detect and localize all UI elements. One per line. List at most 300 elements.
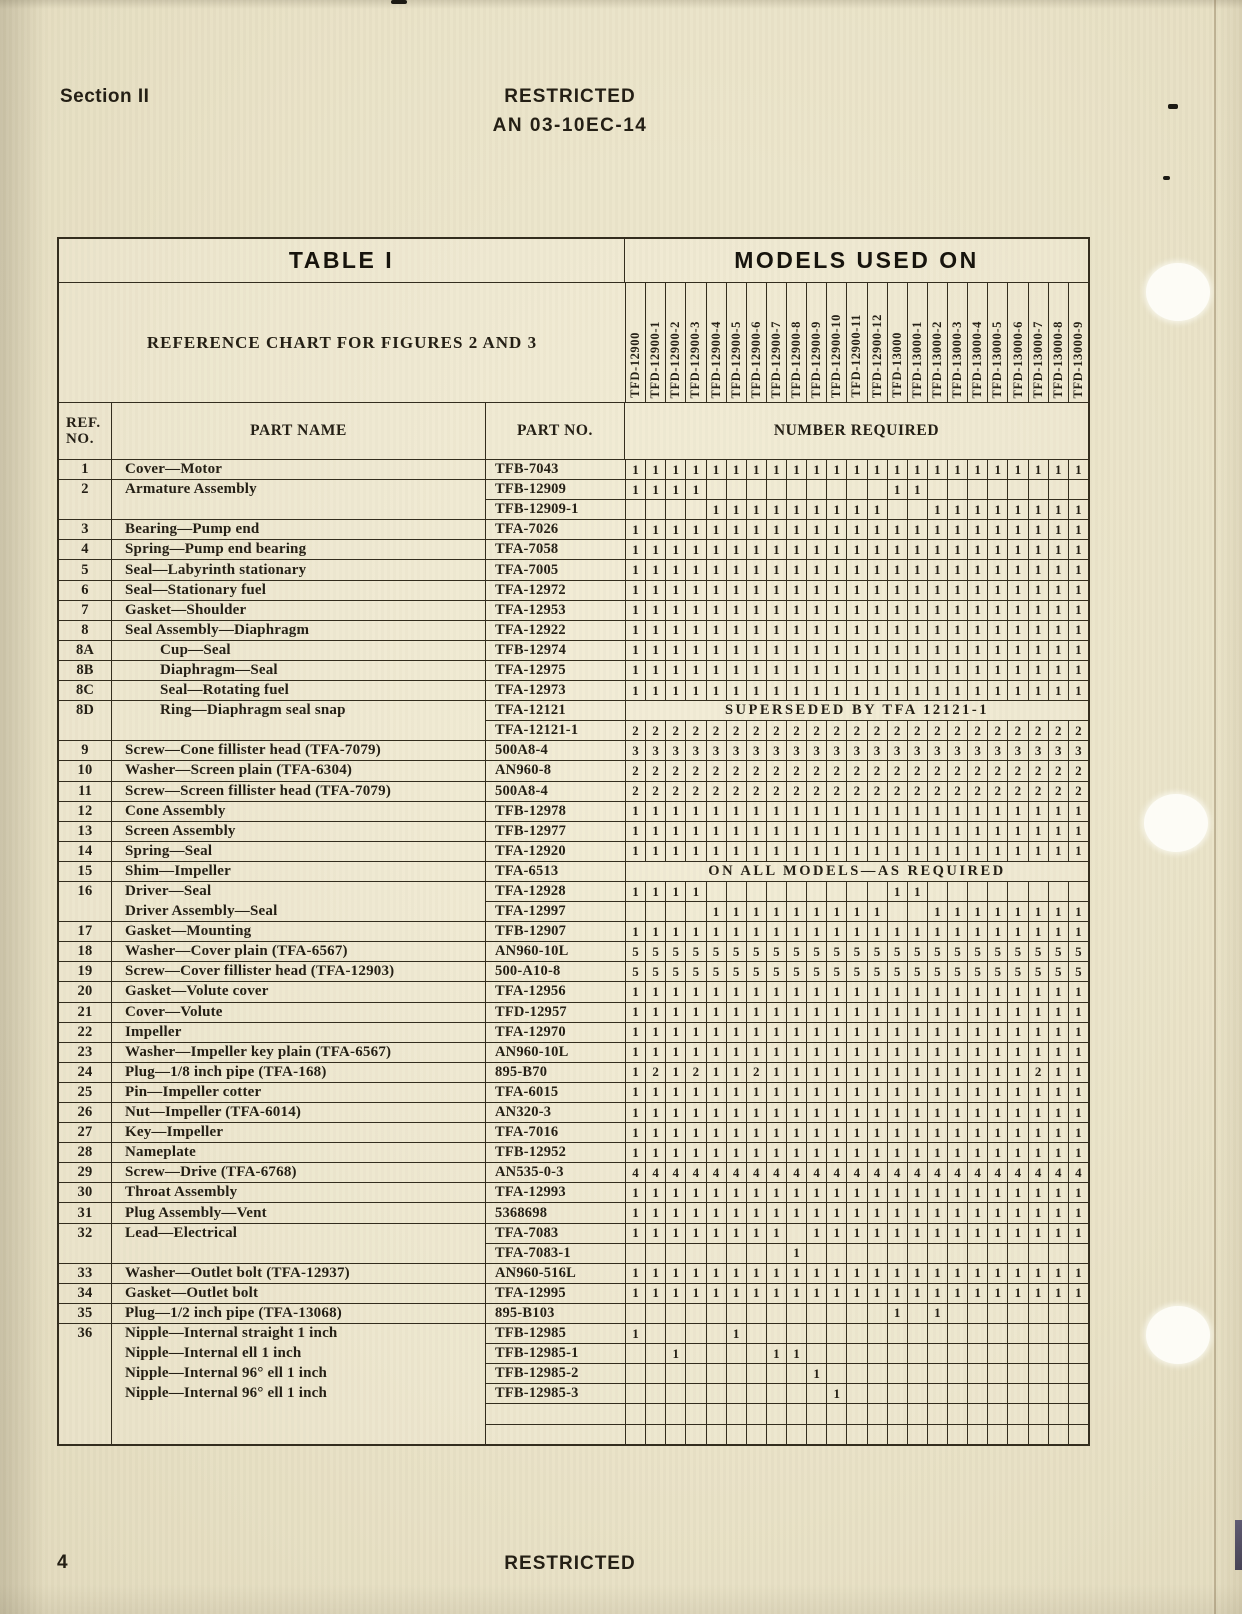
qty-cell [766,1403,786,1423]
qty-cell: 1 [1007,499,1027,519]
qty-cell: 1 [826,620,846,640]
qty-cell: 1 [746,1263,766,1283]
qty-cell: 1 [806,660,826,680]
qty-cell: 1 [786,1343,806,1363]
qty-cell: 1 [927,1263,947,1283]
part-no-cell: TFA-7058 [486,539,625,559]
qty-cell: 5 [786,961,806,981]
qty-cell: 1 [887,1062,907,1082]
qty-cell: 3 [806,740,826,760]
qty-cell [1007,1343,1027,1363]
qty-cell: 2 [786,720,806,740]
qty-cell [867,1323,887,1343]
qty-cell: 3 [726,740,746,760]
qty-cell: 1 [766,519,786,539]
qty-cell: 1 [826,1082,846,1102]
qty-cell: 1 [1028,841,1048,861]
part-no-cell: AN535-0-3 [486,1162,625,1182]
qty-cell: 4 [947,1162,967,1182]
qty-cell: 1 [1028,499,1048,519]
qty-cell [1028,1424,1048,1444]
qty-cell [706,479,726,499]
qty-cell: 3 [625,740,645,760]
qty-cell: 1 [706,901,726,921]
ref-cell: 27 [59,1122,112,1142]
qty-cell: 1 [1007,1182,1027,1202]
qty-cell: 1 [987,981,1007,1001]
qty-cell: 1 [726,660,746,680]
qty-cell [766,1243,786,1263]
part-name-cell [112,1243,486,1263]
qty-cell [846,1424,866,1444]
qty-cell: 3 [1028,740,1048,760]
qty-cell [967,1343,987,1363]
qty-cell [806,1343,826,1363]
qty-cell: 2 [987,781,1007,801]
part-no-cell: TFA-12922 [486,620,625,640]
qty-cell: 1 [887,1283,907,1303]
qty-cell: 1 [746,1223,766,1243]
qty-cell [746,479,766,499]
qty-cell: 1 [665,1062,685,1082]
qty-cell [726,1343,746,1363]
qty-cell: 1 [806,1042,826,1062]
qty-cell [846,881,866,901]
qty-cell: 1 [786,1042,806,1062]
qty-cell [766,881,786,901]
qty-cell: 1 [625,1042,645,1062]
qty-cell: 1 [867,1082,887,1102]
qty-cell: 5 [1068,961,1088,981]
ref-cell: 19 [59,961,112,981]
qty-cell: 1 [947,801,967,821]
model-column-header [1048,283,1068,402]
part-no-cell: TFA-7005 [486,559,625,579]
qty-cell: 1 [746,921,766,941]
qty-cell: 5 [1028,961,1048,981]
qty-cell [726,1363,746,1383]
qty-cell: 5 [806,961,826,981]
qty-cell: 1 [1007,821,1027,841]
qty-cell: 1 [665,580,685,600]
qty-cell: 5 [887,941,907,961]
qty-cell: 1 [1028,559,1048,579]
qty-cell: 1 [746,1102,766,1122]
part-no-cell: TFB-12952 [486,1142,625,1162]
qty-cell: 2 [625,781,645,801]
qty-cell: 1 [1068,1223,1088,1243]
qty-cell: 1 [645,1122,665,1142]
qty-cell: 4 [766,1162,786,1182]
qty-cell: 1 [967,821,987,841]
qty-cell: 1 [665,1082,685,1102]
part-no-cell: AN960-516L [486,1263,625,1283]
qty-cell: 4 [726,1162,746,1182]
qty-cell: 2 [1068,781,1088,801]
qty-cell [987,1343,1007,1363]
qty-cell: 1 [806,1022,826,1042]
qty-cell [967,1383,987,1403]
qty-cell: 1 [927,559,947,579]
part-name-cell: Spring—Pump end bearing [112,539,486,559]
qty-cell: 1 [947,600,967,620]
qty-cell: 1 [1048,821,1068,841]
ref-cell: 3 [59,519,112,539]
qty-cell [846,1243,866,1263]
model-label: TFD-12900-6 [748,320,763,398]
qty-cell: 1 [867,1182,887,1202]
qty-cell: 1 [947,1202,967,1222]
qty-cell [887,1323,907,1343]
part-name-cell: Driver—Seal [112,881,486,901]
qty-cell: 1 [927,901,947,921]
qty-cell: 1 [806,981,826,1001]
qty-cell [846,1383,866,1403]
qty-cell [867,1403,887,1423]
qty-cell: 1 [967,1082,987,1102]
qty-cell [786,1303,806,1323]
qty-cell: 2 [1007,760,1027,780]
qty-cell [766,1363,786,1383]
qty-cell: 2 [685,781,705,801]
qty-cell: 1 [1068,1102,1088,1122]
model-column-header [1068,283,1088,402]
punch-hole [1146,263,1210,321]
qty-cell: 1 [726,1122,746,1142]
qty-cell: 1 [625,539,645,559]
qty-cell: 1 [806,921,826,941]
qty-cell: 5 [726,941,746,961]
model-label: TFD-12900-1 [648,320,663,398]
qty-cell [987,479,1007,499]
qty-cell: 1 [887,459,907,479]
qty-cell [1028,1303,1048,1323]
qty-cell: 1 [846,1202,866,1222]
qty-cell: 1 [806,1002,826,1022]
ref-cell: 9 [59,740,112,760]
qty-cell: 1 [1068,1182,1088,1202]
qty-cell: 1 [766,1202,786,1222]
part-name-cell: Nut—Impeller (TFA-6014) [112,1102,486,1122]
qty-cell: 1 [1068,1202,1088,1222]
qty-cell: 1 [726,640,746,660]
qty-cell: 1 [846,1223,866,1243]
qty-cell [887,1383,907,1403]
qty-cell: 1 [927,981,947,1001]
qty-cell: 1 [927,801,947,821]
qty-cell: 2 [987,720,1007,740]
qty-cell: 1 [746,519,766,539]
qty-cell: 1 [1028,1202,1048,1222]
qty-cell [1068,1424,1088,1444]
qty-cell: 5 [665,941,685,961]
qty-cell: 1 [786,1062,806,1082]
qty-cell: 1 [947,1002,967,1022]
qty-cell: 1 [947,680,967,700]
qty-cell: 1 [846,660,866,680]
qty-cell: 1 [907,600,927,620]
qty-cell: 1 [1068,1122,1088,1142]
qty-cell: 1 [987,1002,1007,1022]
part-name-cell: Plug—1/2 inch pipe (TFA-13068) [112,1303,486,1323]
qty-cell: 1 [746,1283,766,1303]
qty-cell: 1 [645,580,665,600]
qty-cell: 5 [685,941,705,961]
model-column-header [665,283,685,402]
qty-cell: 1 [826,539,846,559]
qty-cell: 1 [665,559,685,579]
qty-cell: 2 [947,720,967,740]
qty-cell: 1 [706,841,726,861]
qty-cell: 1 [665,459,685,479]
qty-cell: 2 [665,760,685,780]
qty-cell: 1 [887,1102,907,1122]
qty-cell: 1 [786,1202,806,1222]
qty-cell: 1 [846,539,866,559]
qty-cell: 1 [786,680,806,700]
qty-cell: 4 [685,1162,705,1182]
qty-cell: 5 [706,961,726,981]
qty-cell: 1 [766,921,786,941]
part-no-cell: AN960-10L [486,1042,625,1062]
qty-cell: 1 [706,1002,726,1022]
qty-cell: 1 [867,1223,887,1243]
qty-cell: 3 [846,740,866,760]
qty-cell: 5 [947,961,967,981]
qty-cell: 1 [846,559,866,579]
qty-cell: 5 [846,961,866,981]
qty-cell: 1 [806,539,826,559]
qty-cell: 1 [766,1223,786,1243]
qty-cell: 1 [786,981,806,1001]
qty-cell [867,1363,887,1383]
qty-cell: 1 [706,680,726,700]
qty-cell: 2 [887,760,907,780]
qty-cell: 4 [1068,1162,1088,1182]
qty-cell: 2 [645,760,665,780]
part-name-cell: Impeller [112,1022,486,1042]
qty-cell [665,1243,685,1263]
part-no-cell [486,1403,625,1423]
model-column-header [685,283,705,402]
qty-cell: 1 [947,1022,967,1042]
qty-cell: 1 [726,539,746,559]
part-no-cell: TFA-6015 [486,1082,625,1102]
part-name-cell: Washer—Cover plain (TFA-6567) [112,941,486,961]
model-column-header [927,283,947,402]
qty-cell: 1 [846,680,866,700]
qty-cell: 1 [867,559,887,579]
qty-cell: 2 [1048,760,1068,780]
qty-cell: 1 [947,620,967,640]
qty-cell: 1 [947,640,967,660]
qty-cell: 1 [685,1182,705,1202]
qty-cell: 2 [1068,720,1088,740]
qty-cell: 1 [826,1142,846,1162]
qty-cell: 5 [826,941,846,961]
qty-cell: 1 [1048,539,1068,559]
qty-cell: 1 [706,660,726,680]
part-name-cell: Gasket—Volute cover [112,981,486,1001]
qty-cell: 1 [766,680,786,700]
part-name-cell: Plug—1/8 inch pipe (TFA-168) [112,1062,486,1082]
qty-cell: 1 [907,921,927,941]
ref-cell: 13 [59,821,112,841]
qty-cell: 1 [625,1062,645,1082]
qty-cell [927,1243,947,1263]
qty-cell: 1 [726,459,746,479]
model-label: TFD-12900-2 [668,320,683,398]
part-name-cell: Nipple—Internal ell 1 inch [112,1343,486,1363]
qty-cell: 1 [726,1022,746,1042]
qty-cell: 1 [846,499,866,519]
model-column-header [706,283,726,402]
qty-cell: 1 [746,459,766,479]
qty-cell: 1 [1007,1002,1027,1022]
qty-cell [887,1424,907,1444]
qty-cell [766,479,786,499]
qty-cell: 1 [967,1102,987,1122]
qty-cell [1068,1403,1088,1423]
part-name-cell [112,1403,486,1423]
qty-cell: 1 [625,801,645,821]
qty-cell: 1 [1068,519,1088,539]
qty-cell: 1 [706,1042,726,1062]
qty-cell: 1 [947,499,967,519]
qty-cell: 1 [806,841,826,861]
qty-cell: 2 [846,720,866,740]
qty-cell: 1 [947,1182,967,1202]
page-header-center [0,86,1140,137]
qty-cell [907,1323,927,1343]
qty-cell: 1 [1048,620,1068,640]
model-label: TFD-12900-5 [728,320,743,398]
qty-cell [987,1243,1007,1263]
qty-cell [967,1424,987,1444]
qty-cell: 1 [766,1102,786,1122]
qty-cell: 1 [1048,1122,1068,1142]
qty-cell: 3 [987,740,1007,760]
qty-cell: 1 [907,580,927,600]
qty-cell [1068,1303,1088,1323]
qty-cell: 1 [726,801,746,821]
qty-cell [947,1363,967,1383]
qty-cell: 1 [786,1263,806,1283]
qty-cell [726,1403,746,1423]
qty-cell: 5 [987,961,1007,981]
part-name-cell: Screw—Screen fillister head (TFA-7079) [112,781,486,801]
qty-cell: 2 [887,781,907,801]
qty-cell: 1 [645,459,665,479]
qty-cell: 1 [907,680,927,700]
scan-artifact [1235,1520,1242,1570]
qty-cell: 1 [987,600,1007,620]
part-name-cell: Seal Assembly—Diaphragm [112,620,486,640]
qty-cell: 1 [846,1283,866,1303]
qty-cell: 1 [967,1223,987,1243]
part-no-cell: TFB-12985-1 [486,1343,625,1363]
qty-cell [907,499,927,519]
qty-cell: 5 [645,961,665,981]
qty-cell: 1 [766,459,786,479]
qty-cell: 3 [746,740,766,760]
qty-cell: 1 [746,539,766,559]
qty-cell: 1 [1048,1202,1068,1222]
qty-cell: 1 [967,841,987,861]
model-column-header [645,283,665,402]
part-name-cell: Nipple—Internal 96° ell 1 inch [112,1383,486,1403]
model-column-header [846,283,866,402]
qty-cell: 1 [665,600,685,620]
qty-cell: 1 [967,680,987,700]
qty-cell: 1 [786,1182,806,1202]
qty-cell: 1 [766,660,786,680]
qty-cell: 1 [726,1263,746,1283]
qty-cell [786,1424,806,1444]
qty-cell: 1 [726,1323,746,1343]
qty-cell: 1 [726,921,746,941]
qty-cell: 1 [927,660,947,680]
qty-cell [867,479,887,499]
qty-cell: 5 [927,961,947,981]
qty-cell: 1 [907,821,927,841]
part-name-cell: Nipple—Internal straight 1 inch [112,1323,486,1343]
qty-cell [625,1363,645,1383]
qty-cell: 1 [706,640,726,660]
qty-cell: 2 [786,760,806,780]
qty-cell: 1 [1068,499,1088,519]
ref-cell [59,1383,112,1403]
qty-cell [685,1383,705,1403]
qty-cell: 1 [927,1062,947,1082]
qty-cell: 1 [645,881,665,901]
qty-cell: 1 [846,1102,866,1122]
qty-cell: 1 [706,1122,726,1142]
qty-cell: 1 [726,1283,746,1303]
qty-cell: 1 [1068,1062,1088,1082]
part-no-cell: TFB-12907 [486,921,625,941]
qty-cell [685,901,705,921]
qty-cell: 1 [806,600,826,620]
qty-cell: 1 [987,1182,1007,1202]
qty-cell: 1 [645,1022,665,1042]
qty-cell: 1 [726,1062,746,1082]
qty-cell: 5 [1048,961,1068,981]
qty-cell [1068,1243,1088,1263]
qty-cell [887,1343,907,1363]
qty-cell: 1 [1048,1263,1068,1283]
qty-cell: 1 [625,1022,645,1042]
qty-cell [1028,1343,1048,1363]
qty-cell: 1 [1068,580,1088,600]
qty-cell: 1 [867,640,887,660]
qty-cell [625,1424,645,1444]
qty-cell: 3 [1048,740,1068,760]
qty-cell [887,1403,907,1423]
qty-cell: 1 [967,620,987,640]
model-label: TFD-13000-4 [970,320,985,398]
qty-cell: 1 [846,580,866,600]
ref-cell: 8B [59,660,112,680]
part-name-cell: Washer—Screen plain (TFA-6304) [112,760,486,780]
qty-cell: 5 [645,941,665,961]
qty-cell: 1 [746,620,766,640]
qty-cell: 1 [766,1042,786,1062]
qty-cell: 1 [1028,660,1048,680]
qty-cell: 1 [1048,1102,1068,1122]
qty-cell: 3 [927,740,947,760]
qty-cell [665,1403,685,1423]
